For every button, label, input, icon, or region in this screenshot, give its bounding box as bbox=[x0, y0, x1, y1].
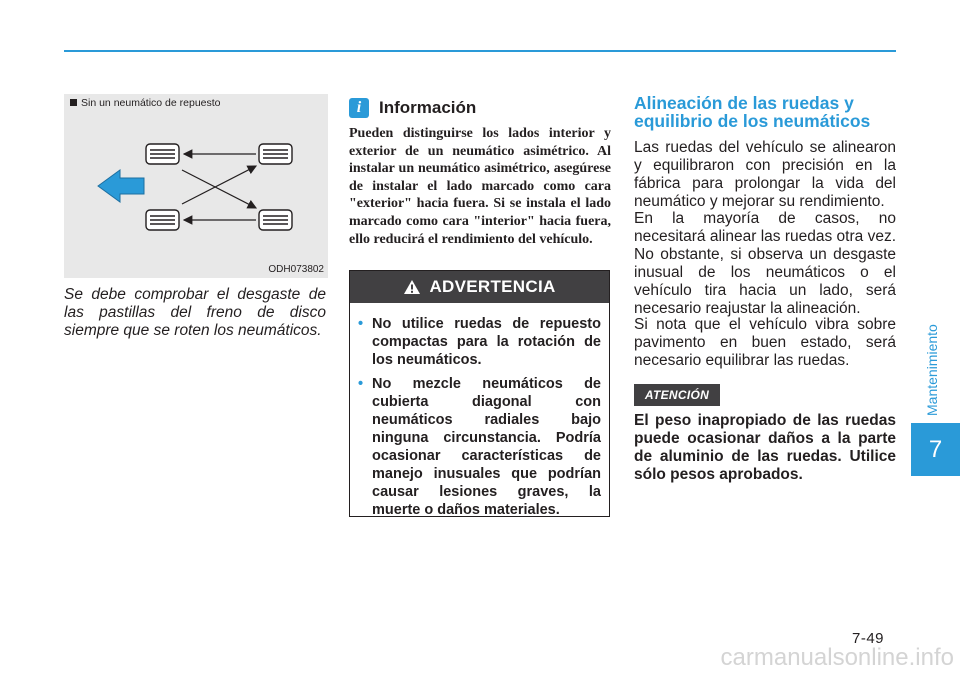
direction-arrow-icon bbox=[98, 170, 144, 202]
figure-code: ODH073802 bbox=[268, 264, 324, 275]
chapter-tab: 7 bbox=[911, 423, 960, 476]
rotation-arrows bbox=[182, 154, 256, 220]
info-title: Información bbox=[379, 98, 477, 117]
warning-title: ADVERTENCIA bbox=[429, 277, 556, 296]
warning-box bbox=[349, 270, 610, 517]
tire-rear-right-icon bbox=[259, 210, 292, 230]
bullet-icon: • bbox=[358, 376, 364, 392]
warning-item: • No mezcle neumáticos de cubierta diagonal con neumáticos radiales bajo ninguna circunstancia. Podría ocasionar características de manejo inusuales que podrían causar lesiones graves, la muerte o daños materiales. bbox=[358, 376, 601, 518]
section-paragraph: En la mayoría de casos, no necesitará alinear las ruedas otra vez. No obstante, si observa un desgaste inusual de los neumáticos o el vehículo tira hacia un lado, será necesario reajustar la alineación. bbox=[634, 210, 896, 317]
tire-front-left-icon bbox=[146, 144, 179, 164]
attention-label: ATENCIÓN bbox=[634, 384, 720, 406]
warning-item: • No utilice ruedas de repuesto compactas para la rotación de los neumáticos. bbox=[358, 316, 601, 368]
tire-rotation-figure bbox=[64, 94, 328, 278]
warning-list bbox=[350, 303, 609, 519]
chapter-side-label: Mantenimiento bbox=[924, 324, 940, 416]
section-title: Alineación de las ruedas y equilibrio de los neumáticos bbox=[634, 93, 871, 131]
warning-triangle-icon bbox=[403, 279, 421, 295]
warning-header bbox=[350, 271, 609, 303]
section-paragraph: Las ruedas del vehículo se alinearon y equilibraron con precisión en la fábrica para prolongar la vida del neumático y mejorar su rendimiento. bbox=[634, 139, 896, 210]
tire-rotation-diagram bbox=[64, 94, 328, 278]
rotation-note: Se debe comprobar el desgaste de las pastillas del freno de disco siempre que se roten los neumáticos. bbox=[64, 286, 326, 339]
tire-front-right-icon bbox=[146, 210, 179, 230]
attention-text: El peso inapropiado de las ruedas puede ocasionar daños a la parte de aluminio de las ruedas. Utilice sólo pesos aprobados. bbox=[634, 412, 896, 483]
info-body: Pueden distinguirse los lados interior y exterior de un neumático asimétrico. Al instalar un neumático asimétrico, asegúrese de instalar el lado marcado como cara "exterior" hacia fuera. Si se instala el lado marcado como cara "interior" hacia fuera, ello reducirá el rendimiento del vehículo. bbox=[349, 126, 611, 247]
figure-caption: Sin un neumático de repuesto bbox=[70, 97, 221, 109]
info-header bbox=[349, 97, 476, 119]
top-rule bbox=[64, 50, 896, 52]
info-icon: i bbox=[349, 98, 369, 118]
bullet-icon: • bbox=[358, 316, 364, 332]
tire-rear-left-icon bbox=[259, 144, 292, 164]
page-number: 7-49 bbox=[852, 630, 885, 647]
watermark: carmanualsonline.info bbox=[720, 644, 954, 671]
section-paragraph: Si nota que el vehículo vibra sobre pavimento en buen estado, será necesario equilibrar las ruedas. bbox=[634, 316, 896, 369]
